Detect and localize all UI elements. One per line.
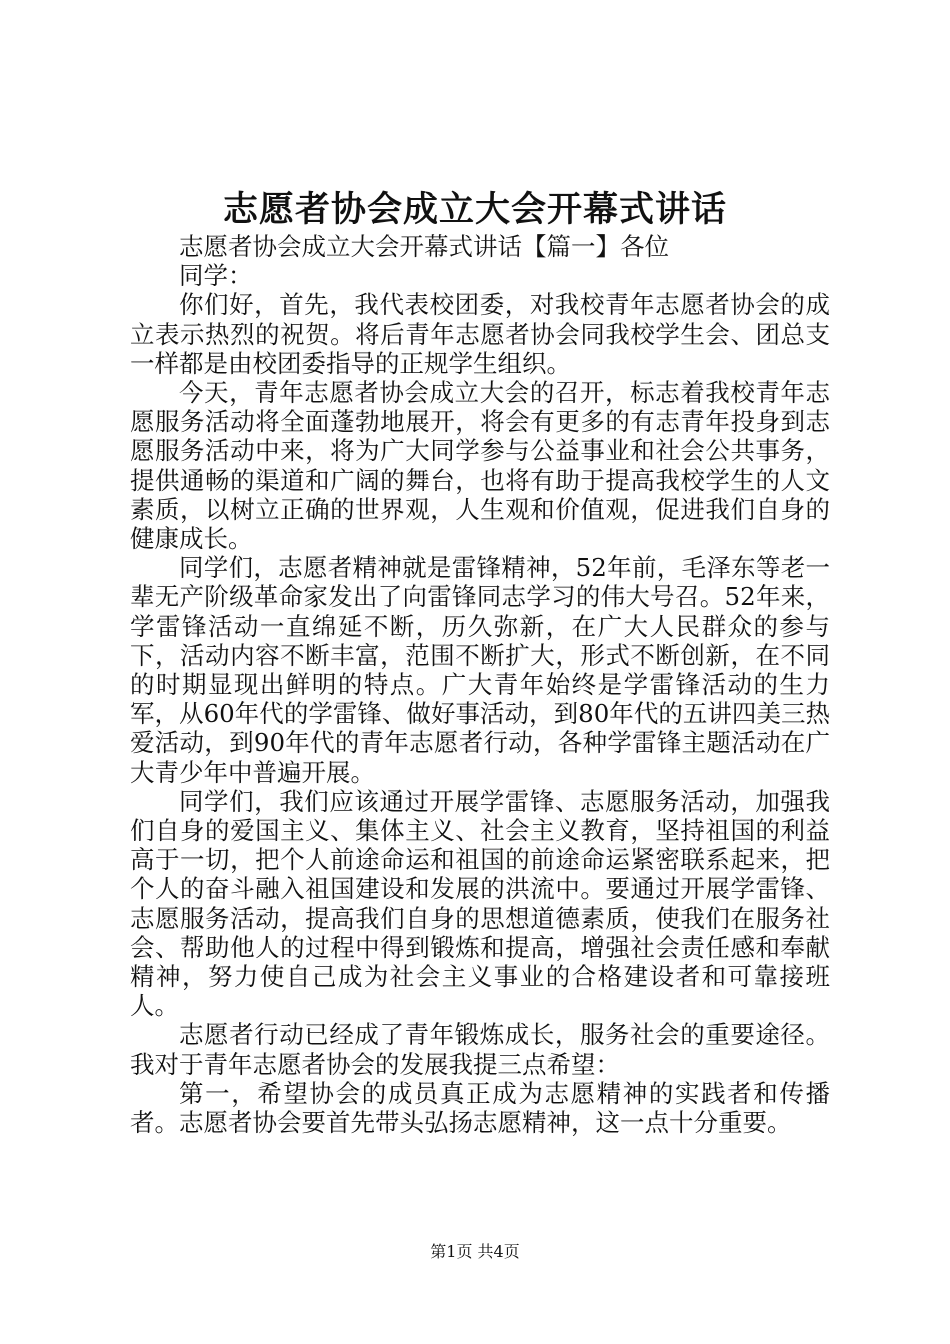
section-subheading: 志愿者协会成立大会开幕式讲话【篇一】各位 [179,232,669,261]
page-title: 志愿者协会成立大会开幕式讲话 [222,189,727,230]
page-footer [0,1242,950,1262]
paragraph-3: 同学们，志愿者精神就是雷锋精神，52年前，毛泽东等老一辈无产阶级革命家发出了向雷锋同志学习的伟大号召。52年来，学雷锋活动一直绵延不断，历久弥新，在广大人民群众的参与下，活动内容不断丰富，范围不断扩大，形式不断创新，在不同的时期显现出鲜明的特点。广大青年始终是学雷锋活动的生力军，从60年代的学雷锋、做好事活动，到80年代的五讲四美三热爱活动，到90年代的青年志愿者行动，各种学雷锋主题活动在广大青少年中普遍开展。 [130,553,830,787]
page-indicator: 第1页 共4页 [430,1242,520,1261]
paragraph-2: 今天，青年志愿者协会成立大会的召开，标志着我校青年志愿服务活动将全面蓬勃地展开，将会有更多的有志青年投身到志愿服务活动中来，将为广大同学参与公益事业和社会公共事务，提供通畅的渠道和广阔的舞台，也将有助于提高我校学生的人文素质，以树立正确的世界观，人生观和价值观，促进我们自身的健康成长。 [130,378,830,554]
paragraph-6: 第一，希望协会的成员真正成为志愿精神的实践者和传播者。志愿者协会要首先带头弘扬志愿精神，这一点十分重要。 [130,1078,830,1138]
paragraph-5: 志愿者行动已经成了青年锻炼成长，服务社会的重要途径。我对于青年志愿者协会的发展我提三点希望： [130,1020,830,1079]
paragraph-4: 同学们，我们应该通过开展学雷锋、志愿服务活动，加强我们自身的爱国主义、集体主义、社会主义教育，坚持祖国的利益高于一切，把个人前途命运和祖国的前途命运紧密联系起来，把个人的奋斗融入祖国建设和发展的洪流中。要通过开展学雷锋、志愿服务活动，提高我们自身的思想道德素质，使我们在服务社会、帮助他人的过程中得到锻炼和提高，增强社会责任感和奉献精神，努力使自己成为社会主义事业的合格建设者和可靠接班人。 [130,786,830,1021]
paragraph-1: 你们好，首先，我代表校团委，对我校青年志愿者协会的成立表示热烈的祝贺。将后青年志愿者协会同我校学生会、团总支一样都是由校团委指导的正规学生组织。 [130,290,830,378]
document-body [130,232,830,1137]
greeting: 同学： [179,261,253,291]
